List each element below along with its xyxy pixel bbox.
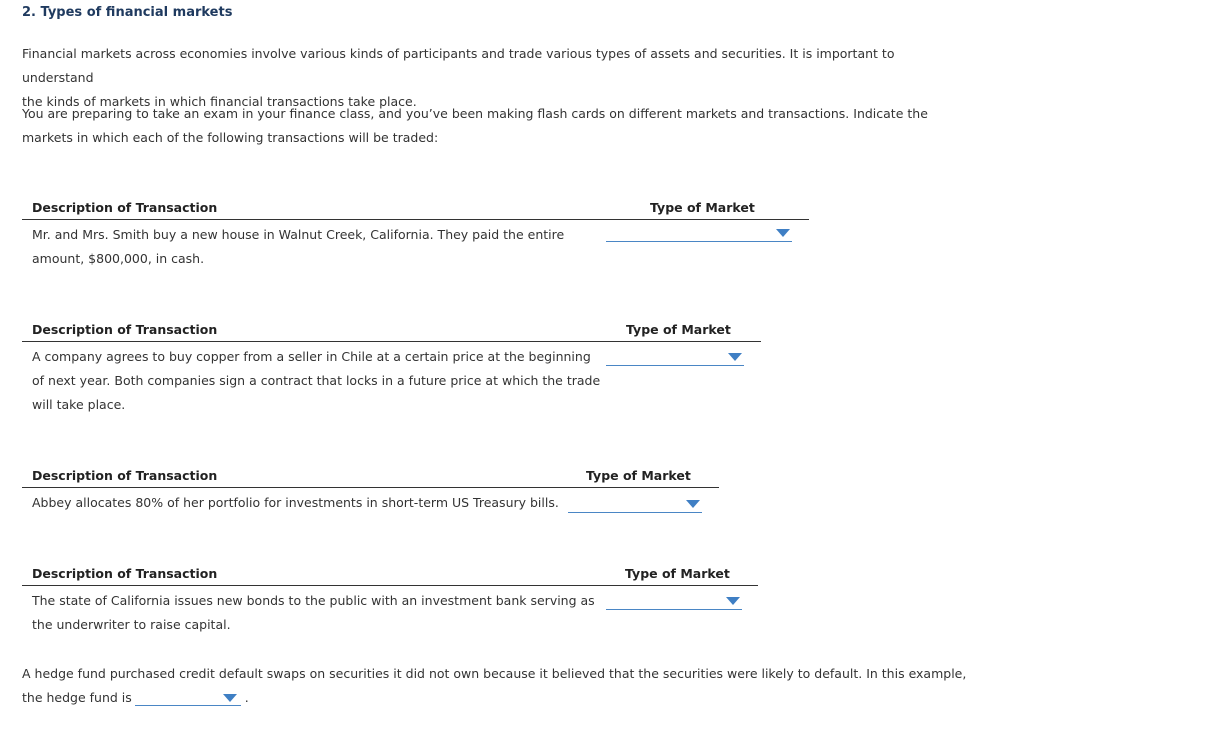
table-header <box>22 319 761 342</box>
prompt-paragraph <box>22 102 952 150</box>
caret-down-icon <box>776 229 790 237</box>
intro-line: Financial markets across economies involve various kinds of participants and trade various types of assets and securities. It is important to understand <box>22 46 895 85</box>
prompt-line: You are preparing to take an exam in your finance class, and you’ve been making flash cards on different markets and transactions. Indicate the <box>22 106 928 121</box>
description-line: will take place. <box>32 397 126 412</box>
transaction-table-1 <box>22 197 809 266</box>
transaction-table-2 <box>22 319 761 412</box>
description-column-header: Description of Transaction <box>32 322 218 337</box>
description-line: Abbey allocates 80% of her portfolio for investments in short-term US Treasury bills. <box>32 495 559 510</box>
description-column-header: Description of Transaction <box>32 468 218 483</box>
hedge-fund-question <box>22 662 1202 710</box>
transaction-table-4 <box>22 563 758 632</box>
description-line: The state of California issues new bonds to the public with an investment bank serving as <box>32 593 595 608</box>
hedge-fund-dropdown[interactable] <box>135 689 241 706</box>
description-line: amount, $800,000, in cash. <box>32 251 205 266</box>
question-prefix: the hedge fund is <box>22 690 132 705</box>
transaction-description <box>32 223 564 271</box>
market-type-dropdown[interactable] <box>568 492 702 513</box>
description-line: Mr. and Mrs. Smith buy a new house in Walnut Creek, California. They paid the entire <box>32 227 565 242</box>
transaction-description <box>32 491 559 515</box>
market-type-dropdown[interactable] <box>606 345 744 366</box>
market-type-dropdown[interactable] <box>606 221 792 242</box>
table-header <box>22 197 809 220</box>
description-column-header: Description of Transaction <box>32 566 218 581</box>
transaction-description <box>32 345 600 417</box>
description-line: of next year. Both companies sign a contract that locks in a future price at which the trade <box>32 373 601 388</box>
type-column-header: Type of Market <box>586 468 691 483</box>
intro-line: the kinds of markets in which financial transactions take place. <box>22 94 417 109</box>
table-header <box>22 563 758 586</box>
description-line: A company agrees to buy copper from a seller in Chile at a certain price at the beginning <box>32 349 591 364</box>
description-column-header: Description of Transaction <box>32 200 218 215</box>
market-type-dropdown[interactable] <box>606 589 742 610</box>
type-column-header: Type of Market <box>626 322 731 337</box>
type-column-header: Type of Market <box>625 566 730 581</box>
page-title: 2. Types of financial markets <box>22 5 233 20</box>
table-header <box>22 465 719 488</box>
type-column-header: Type of Market <box>650 200 755 215</box>
question-line: A hedge fund purchased credit default swaps on securities it did not own because it believed that the securities were likely to default. In this example, <box>22 666 967 681</box>
caret-down-icon <box>223 694 237 702</box>
question-suffix: . <box>244 690 249 705</box>
caret-down-icon <box>728 353 742 361</box>
caret-down-icon <box>686 500 700 508</box>
question-line <box>22 686 1202 710</box>
caret-down-icon <box>726 597 740 605</box>
description-line: the underwriter to raise capital. <box>32 617 231 632</box>
transaction-description <box>32 589 595 637</box>
transaction-table-3 <box>22 465 719 510</box>
prompt-line: markets in which each of the following transactions will be traded: <box>22 130 439 145</box>
